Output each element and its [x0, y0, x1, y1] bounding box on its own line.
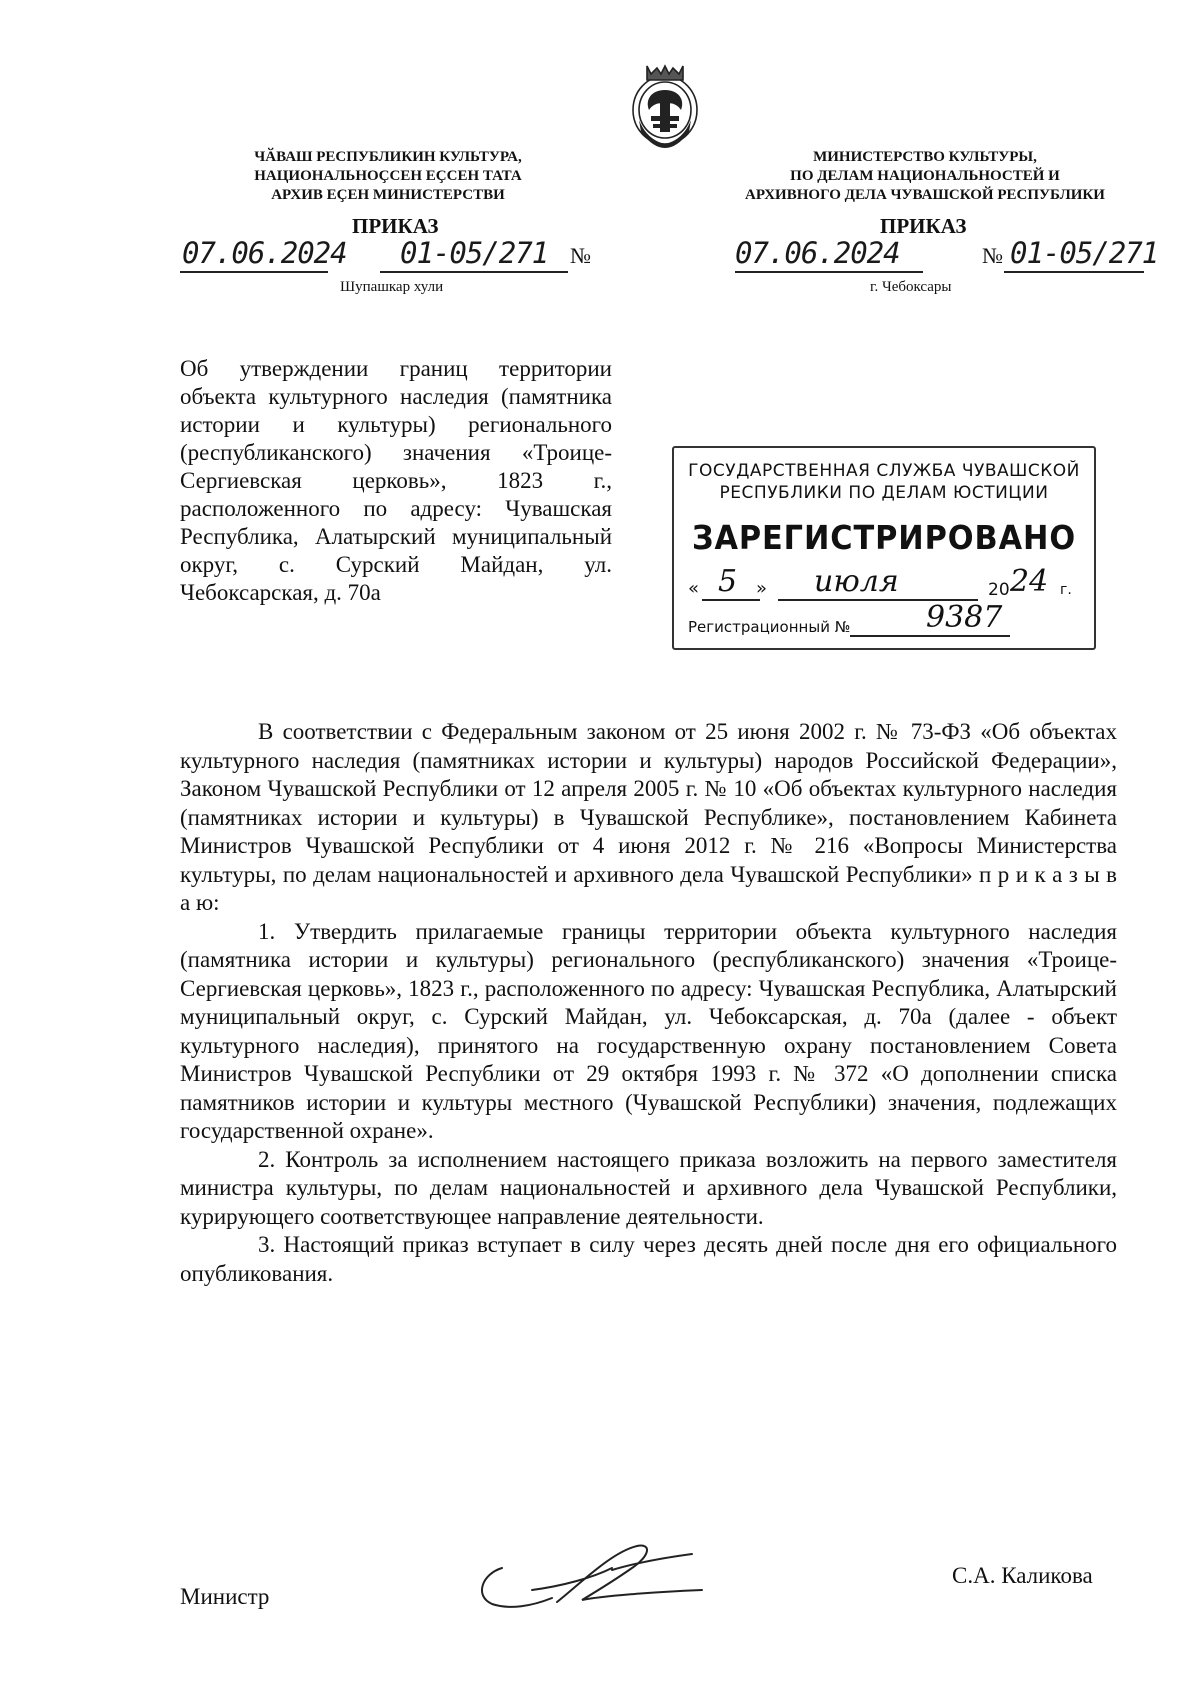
header-left-line: НАЦИОНАЛЬНОҪСЕН ЕҪСЕН ТАТА — [254, 168, 522, 184]
body-paragraph: В соответствии с Федеральным законом от 25 июня 2002 г. № 73-ФЗ «Об объектах культурного наследия (памятниках истории и культуры) народов Российской Федерации», Законом Чувашской Республики от 12 апреля 2005 г. № 10 «Об объектах культурного наследия (памятниках истории и культуры) в Чувашской Республике», постановлением Кабинета Министров Чувашской Республики от 4 июня 2012 г. № 216 «Вопросы Министерства культуры, по делам национальностей и архивного дела Чувашской Республики» п р и к а з ы в а ю: — [180, 719, 1117, 915]
stamp-day-underline — [702, 599, 760, 601]
body-paragraph: 2. Контроль за исполнением настоящего приказа возложить на первого заместителя министра культуры, по делам национальностей и архивного дела Чувашской Республики, курирующего соответствующее направление деятельности. — [180, 1146, 1117, 1229]
header-right-line: ПО ДЕЛАМ НАЦИОНАЛЬНОСТЕЙ И — [790, 168, 1060, 184]
order-title-right: ПРИКАЗ — [880, 214, 967, 238]
city-right: г. Чебоксары — [870, 279, 952, 295]
number-sign-right: № — [982, 243, 1003, 268]
stamp-header — [674, 460, 1094, 504]
body-paragraph: 3. Настоящий приказ вступает в силу через десять дней после дня его официального опубликования. — [180, 1232, 1117, 1286]
stamp-reg-underline — [850, 635, 1010, 637]
header-left-ministry-name — [218, 148, 558, 205]
stamp-close-quote: » — [756, 578, 768, 599]
order-date-left: 07.06.2024 — [182, 236, 347, 270]
stamp-year-suffix: 24 — [1010, 564, 1049, 599]
stamp-line: РЕСПУБЛИКИ ПО ДЕЛАМ ЮСТИЦИИ — [719, 483, 1049, 503]
body-paragraph: 1. Утвердить прилагаемые границы территории объекта культурного наследия (памятника истории и культуры) регионального (республиканского) значения «Троице-Сергиевская церковь», 1823 г., расположенного по адресу: Чувашская Республика, Алатырский муниципальный округ, с. Сурский Майдан, ул. Чебоксарская, д. 70а (далее - объект культурного наследия), принятого на государственную охрану постановлением Совета Министров Чувашской Республики от 29 октября 1993 г. № 372 «О дополнении списка памятников истории и культуры местного (Чувашской Республики) значения, подлежащих государственной охране». — [180, 918, 1117, 1143]
number-underline-right — [1004, 271, 1144, 273]
stamp-line: ГОСУДАРСТВЕННАЯ СЛУЖБА ЧУВАШСКОЙ — [688, 461, 1080, 481]
handwritten-signature-icon — [462, 1538, 712, 1618]
stamp-month: июля — [814, 564, 899, 599]
number-sign-left: № — [570, 243, 591, 268]
date-underline-right — [735, 271, 923, 273]
stamp-registered: ЗАРЕГИСТРИРОВАНО — [691, 518, 1077, 557]
stamp-year-prefix: 20 — [988, 580, 1010, 600]
order-number-left: 01-05/271 — [400, 236, 549, 270]
order-body — [180, 718, 1117, 1288]
number-underline-left — [380, 271, 568, 273]
date-underline-left — [180, 271, 328, 273]
signatory-name: С.А. Каликова — [952, 1563, 1093, 1588]
order-title-left: ПРИКАЗ — [352, 214, 439, 238]
header-right-ministry-name — [725, 148, 1125, 205]
city-left: Шупашкар хули — [340, 279, 444, 295]
coat-of-arms-emblem-icon — [627, 60, 703, 150]
signatory-position: Министр — [180, 1584, 270, 1609]
header-left-line: ЧӐВАШ РЕСПУБЛИКИН КУЛЬТУРА, — [254, 149, 522, 165]
order-date-right: 07.06.2024 — [735, 236, 900, 270]
registration-stamp — [672, 446, 1096, 650]
order-subject: Об утверждении границ территории объекта культурного наследия (памятника истории и культуры) регионального (республиканского) значения «Троице-Сергиевская церковь», 1823 г., расположенного по адресу: Чувашская Республика, Алатырский муниципальный округ, с. Сурский Майдан, ул. Чебоксарская, д. 70а — [180, 356, 612, 605]
stamp-open-quote: « — [688, 578, 700, 599]
stamp-day: 5 — [718, 564, 738, 599]
stamp-reg-label: Регистрационный № — [688, 618, 851, 636]
stamp-year-unit: г. — [1060, 582, 1072, 598]
header-right-line: АРХИВНОГО ДЕЛА ЧУВАШСКОЙ РЕСПУБЛИКИ — [745, 187, 1105, 203]
stamp-reg-number: 9387 — [926, 600, 1003, 635]
header-left-line: АРХИВ ЕҪЕН МИНИСТЕРСТВИ — [271, 187, 505, 203]
header-right-line: МИНИСТЕРСТВО КУЛЬТУРЫ, — [813, 149, 1037, 165]
order-number-right: 01-05/271 — [1010, 236, 1159, 270]
